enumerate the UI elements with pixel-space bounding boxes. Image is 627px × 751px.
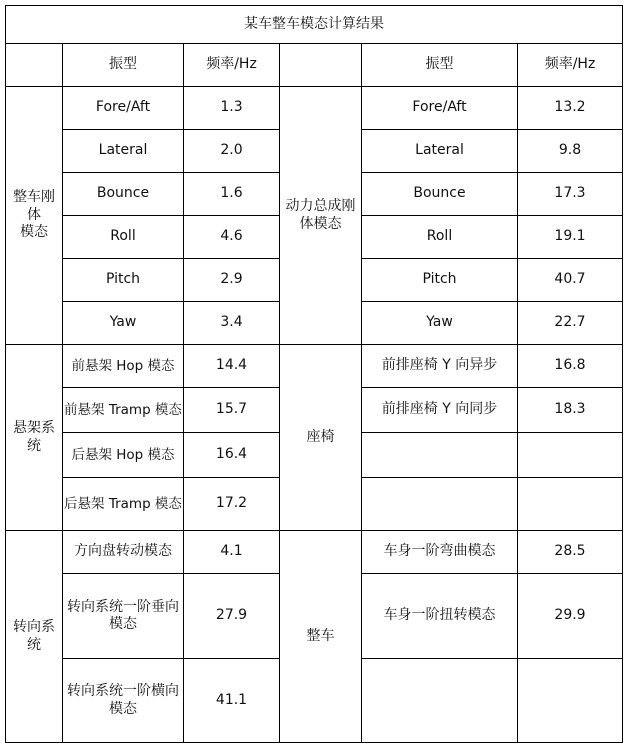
mode-cell: 转向系统一阶垂向 模态 <box>63 574 184 659</box>
freq-cell: 28.5 <box>518 531 623 574</box>
freq-cell <box>518 659 623 743</box>
mode-cell: 后悬架 Tramp 模态 <box>63 478 184 531</box>
mode-cell: Roll <box>63 216 184 259</box>
mode-cell: 车身一阶弯曲模态 <box>362 531 518 574</box>
header-mode-right: 振型 <box>362 44 518 87</box>
mode-cell: Fore/Aft <box>362 87 518 130</box>
mode-cell <box>362 433 518 478</box>
freq-cell: 3.4 <box>184 302 280 345</box>
freq-cell: 16.4 <box>184 433 280 478</box>
header-mode-left: 振型 <box>63 44 184 87</box>
freq-cell: 27.9 <box>184 574 280 659</box>
mode-cell: Roll <box>362 216 518 259</box>
freq-cell: 41.1 <box>184 659 280 743</box>
mode-cell: 前悬架 Tramp 模态 <box>63 388 184 433</box>
freq-cell: 9.8 <box>518 130 623 173</box>
group-label-powertrain: 动力总成刚 体模态 <box>280 87 362 345</box>
freq-cell: 2.9 <box>184 259 280 302</box>
group-label-seat: 座椅 <box>280 345 362 531</box>
mode-cell: 前排座椅 Y 向异步 <box>362 345 518 388</box>
mode-cell: Bounce <box>63 173 184 216</box>
group-label-suspension: 悬架系 统 <box>6 345 63 531</box>
freq-cell: 1.3 <box>184 87 280 130</box>
mode-cell: 前悬架 Hop 模态 <box>63 345 184 388</box>
freq-cell: 4.6 <box>184 216 280 259</box>
freq-cell <box>518 478 623 531</box>
mode-cell: Lateral <box>63 130 184 173</box>
freq-cell: 17.3 <box>518 173 623 216</box>
freq-cell: 29.9 <box>518 574 623 659</box>
header-freq-right: 频率/Hz <box>518 44 623 87</box>
group-label-rigid-body: 整车刚 体 模态 <box>6 87 63 345</box>
freq-cell: 13.2 <box>518 87 623 130</box>
freq-cell: 16.8 <box>518 345 623 388</box>
mode-cell: Yaw <box>362 302 518 345</box>
freq-cell: 15.7 <box>184 388 280 433</box>
mode-cell <box>362 478 518 531</box>
freq-cell: 2.0 <box>184 130 280 173</box>
mode-cell <box>362 659 518 743</box>
freq-cell: 4.1 <box>184 531 280 574</box>
group-label-vehicle: 整车 <box>280 531 362 743</box>
mode-cell: 车身一阶扭转模态 <box>362 574 518 659</box>
header-freq-left: 频率/Hz <box>184 44 280 87</box>
mode-cell: Yaw <box>63 302 184 345</box>
mode-cell: 前排座椅 Y 向同步 <box>362 388 518 433</box>
modal-results-table <box>5 5 623 743</box>
group-label-steering: 转向系 统 <box>6 531 63 743</box>
freq-cell: 17.2 <box>184 478 280 531</box>
freq-cell: 22.7 <box>518 302 623 345</box>
freq-cell: 19.1 <box>518 216 623 259</box>
mode-cell: Pitch <box>63 259 184 302</box>
mode-cell: Fore/Aft <box>63 87 184 130</box>
mode-cell: Bounce <box>362 173 518 216</box>
mode-cell: 方向盘转动模态 <box>63 531 184 574</box>
mode-cell: Lateral <box>362 130 518 173</box>
mode-cell: 转向系统一阶横向 模态 <box>63 659 184 743</box>
header-blank <box>6 44 63 87</box>
mode-cell: 后悬架 Hop 模态 <box>63 433 184 478</box>
freq-cell: 40.7 <box>518 259 623 302</box>
freq-cell: 18.3 <box>518 388 623 433</box>
freq-cell <box>518 433 623 478</box>
header-blank-middle <box>280 44 362 87</box>
mode-cell: Pitch <box>362 259 518 302</box>
table-title: 某车整车模态计算结果 <box>6 6 623 44</box>
freq-cell: 1.6 <box>184 173 280 216</box>
freq-cell: 14.4 <box>184 345 280 388</box>
